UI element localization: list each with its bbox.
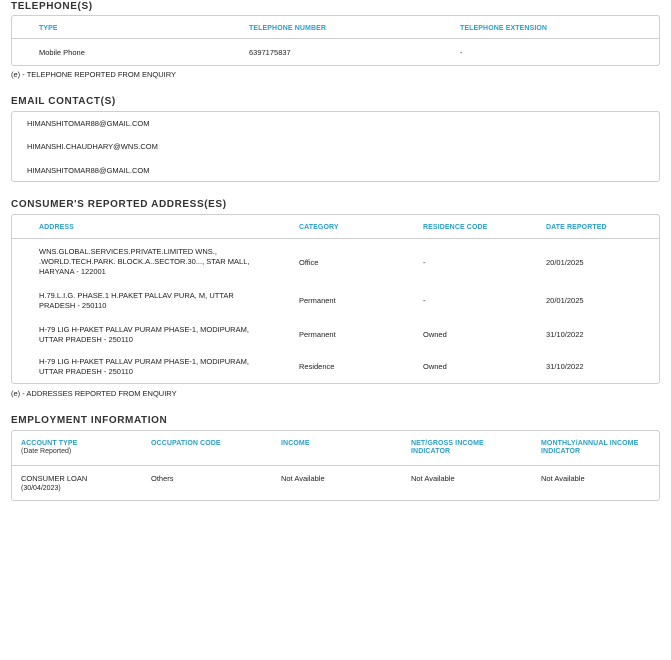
column-header-income: INCOME [281, 440, 310, 447]
address-line: UTTAR PRADESH - 250110 [39, 367, 133, 376]
email-item: HIMANSHITOMAR88@GMAIL.COM [27, 166, 150, 175]
address-category: Residence [299, 362, 335, 371]
employment-table [11, 430, 660, 501]
telephones-note: (e) - TELEPHONE REPORTED FROM ENQUIRY [11, 70, 177, 79]
address-text [39, 291, 234, 311]
email-item: HIMANSHI.CHAUDHARY@WNS.COM [27, 142, 158, 151]
column-header-monthly-annual-income [541, 440, 638, 456]
address-line: HARYANA - 122001 [39, 267, 106, 276]
column-header-residence-code: RESIDENCE CODE [423, 224, 488, 231]
addresses-table [11, 214, 660, 384]
header-divider [12, 465, 659, 466]
employment-occupation: Others [151, 474, 174, 483]
employment-net-gross: Not Available [411, 474, 455, 483]
column-header-account-type: ACCOUNT TYPE [21, 440, 78, 447]
address-line: H-79 LIG H-PAKET PALLAV PURAM PHASE-1, MODIPURAM, [39, 357, 249, 366]
address-date: 31/10/2022 [546, 362, 584, 371]
telephone-extension: - [460, 48, 463, 57]
emails-title: EMAIL CONTACT(S) [11, 96, 116, 107]
column-header-net-gross-income [411, 440, 484, 456]
column-header-telephone-number: TELEPHONE NUMBER [249, 25, 327, 32]
addresses-note: (e) - ADDRESSES REPORTED FROM ENQUIRY [11, 389, 177, 398]
account-type-value: CONSUMER LOAN [21, 474, 88, 483]
employment-monthly-annual: Not Available [541, 474, 585, 483]
telephone-number: 6397175837 [249, 48, 291, 57]
address-line: .WORLD.TECH.PARK. BLOCK.A..SECTOR.30..., STAR MALL, [39, 257, 250, 266]
column-header-date-reported: (Date Reported) [21, 448, 72, 455]
header-divider [12, 38, 659, 39]
address-date: 20/01/2025 [546, 296, 584, 305]
address-line: H.79.L.I.G. PHASE.1 H.PAKET PALLAV PURA, M, UTTAR [39, 291, 234, 300]
header-line: INDICATOR [411, 448, 451, 455]
address-residence-code: Owned [423, 362, 447, 371]
address-date: 31/10/2022 [546, 330, 584, 339]
employment-title: EMPLOYMENT INFORMATION [11, 415, 168, 426]
header-line: INDICATOR [541, 448, 581, 455]
address-residence-code: - [423, 296, 426, 305]
addresses-title: CONSUMER'S REPORTED ADDRESS(ES) [11, 199, 227, 210]
email-item: HIMANSHITOMAR88@GMAIL.COM [27, 119, 150, 128]
column-header-occupation-code: OCCUPATION CODE [151, 440, 221, 447]
address-text [39, 247, 249, 277]
column-header-date-reported: DATE REPORTED [546, 224, 607, 231]
address-line: H-79 LIG H-PAKET PALLAV PURAM PHASE-1, MODIPURAM, [39, 325, 249, 334]
header-line: NET/GROSS INCOME [411, 440, 484, 447]
telephone-type: Mobile Phone [39, 48, 85, 57]
column-header-category: CATEGORY [299, 224, 339, 231]
address-residence-code: - [423, 258, 426, 267]
address-line: WNS.GLOBAL.SERVICES.PRIVATE.LIMITED WNS., [39, 247, 217, 256]
address-text [39, 325, 249, 345]
employment-account-type [21, 474, 87, 493]
header-line: MONTHLY/ANNUAL INCOME [541, 440, 639, 447]
address-category: Permanent [299, 296, 336, 305]
employment-income: Not Available [281, 474, 325, 483]
column-header-telephone-extension: TELEPHONE EXTENSION [460, 25, 548, 32]
header-divider [12, 238, 659, 239]
address-category: Office [299, 258, 319, 267]
address-line: PRADESH - 250110 [39, 301, 107, 310]
telephones-table [11, 15, 660, 66]
address-residence-code: Owned [423, 330, 447, 339]
address-category: Permanent [299, 330, 336, 339]
account-type-date: (30/04/2023) [21, 485, 61, 492]
telephones-title: TELEPHONE(S) [11, 1, 93, 12]
column-header-address: ADDRESS [39, 224, 74, 231]
address-text [39, 357, 249, 377]
address-date: 20/01/2025 [546, 258, 584, 267]
address-line: UTTAR PRADESH - 250110 [39, 335, 133, 344]
emails-box [11, 111, 660, 182]
column-header-type: TYPE [39, 25, 58, 32]
